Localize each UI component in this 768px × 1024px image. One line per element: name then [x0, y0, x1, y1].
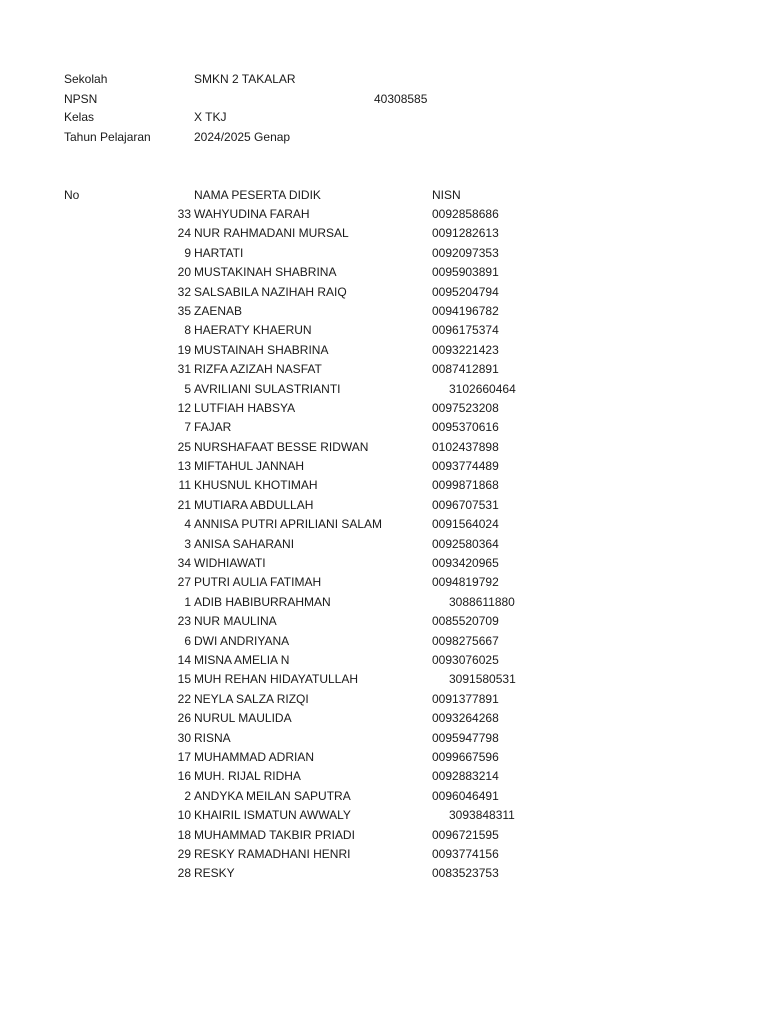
row-number: 30	[177, 730, 191, 745]
table-row	[0, 380, 768, 399]
student-name: NUR MAULINA	[194, 614, 277, 629]
row-number: 9	[184, 245, 191, 260]
kelas-label: Kelas	[64, 110, 95, 124]
student-name: AVRILIANI SULASTRIANTI	[194, 381, 341, 396]
row-number: 34	[177, 556, 191, 571]
row-number: 15	[177, 672, 191, 687]
table-row	[0, 593, 768, 612]
student-name: FAJAR	[194, 420, 232, 435]
student-nisn: 0093264268	[432, 711, 499, 726]
student-nisn: 0102437898	[432, 439, 499, 454]
student-name: LUTFIAH HABSYA	[194, 400, 296, 415]
table-row	[0, 729, 768, 748]
row-number: 1	[184, 594, 191, 609]
table-row	[0, 205, 768, 224]
student-name: MUHAMMAD ADRIAN	[194, 749, 315, 764]
student-nisn: 0098275667	[432, 633, 499, 648]
table-row	[0, 515, 768, 534]
student-nisn: 0093221423	[432, 342, 499, 357]
student-nisn: 0083523753	[432, 866, 499, 881]
student-name: KHAIRIL ISMATUN AWWALY	[194, 808, 351, 823]
table-row	[0, 845, 768, 864]
sekolah-value: SMKN 2 TAKALAR	[194, 72, 296, 86]
column-header-nisn: NISN	[432, 188, 461, 202]
student-nisn: 0087412891	[432, 362, 499, 377]
student-nisn: 0085520709	[432, 614, 499, 629]
student-name: HARTATI	[194, 245, 244, 260]
table-row	[0, 864, 768, 883]
table-row	[0, 612, 768, 631]
student-nisn: 0095947798	[432, 730, 499, 745]
student-nisn: 0093774489	[432, 459, 499, 474]
student-name: NURUL MAULIDA	[194, 711, 292, 726]
row-number: 10	[177, 808, 191, 823]
table-row	[0, 690, 768, 709]
row-number: 32	[177, 284, 191, 299]
row-number: 6	[184, 633, 191, 648]
student-nisn: 0094196782	[432, 303, 499, 318]
student-name: RESKY RAMADHANI HENRI	[194, 846, 351, 861]
student-nisn: 0092858686	[432, 207, 499, 221]
row-number: 20	[177, 265, 191, 280]
row-number: 21	[177, 497, 191, 512]
student-nisn: 0099667596	[432, 749, 499, 764]
table-row	[0, 748, 768, 767]
student-name: MIFTAHUL JANNAH	[194, 459, 305, 474]
student-nisn: 0096707531	[432, 497, 499, 512]
table-row	[0, 709, 768, 728]
row-number: 8	[184, 323, 191, 338]
row-number: 19	[177, 342, 191, 357]
student-nisn: 0092580364	[432, 536, 499, 551]
table-row	[0, 321, 768, 340]
student-list	[0, 205, 768, 884]
student-name: SALSABILA NAZIHAH RAIQ	[194, 284, 347, 299]
npsn-value: 40308585	[374, 92, 428, 106]
student-name: DWI ANDRIYANA	[194, 633, 290, 648]
row-number: 3	[184, 536, 191, 551]
student-nisn: 0091282613	[432, 226, 499, 241]
student-nisn: 0096046491	[432, 788, 499, 803]
student-name: NURSHAFAAT BESSE RIDWAN	[194, 439, 369, 454]
table-row	[0, 341, 768, 360]
student-nisn: 0091377891	[432, 691, 499, 706]
table-row	[0, 787, 768, 806]
table-row	[0, 554, 768, 573]
row-number: 25	[177, 439, 191, 454]
row-number: 5	[184, 381, 191, 396]
student-nisn: 3088611880	[449, 594, 515, 609]
row-number: 2	[184, 788, 191, 803]
table-row	[0, 399, 768, 418]
table-row	[0, 496, 768, 515]
student-name: ADIB HABIBURRAHMAN	[194, 594, 331, 609]
row-number: 12	[177, 400, 191, 415]
student-name: NUR RAHMADANI MURSAL	[194, 226, 349, 241]
row-number: 22	[177, 691, 191, 706]
tahun-value: 2024/2025 Genap	[194, 130, 291, 144]
row-number: 31	[177, 362, 191, 377]
student-nisn: 0095903891	[432, 265, 499, 280]
table-row	[0, 826, 768, 845]
row-number: 29	[177, 846, 191, 861]
student-nisn: 0092097353	[432, 245, 499, 260]
student-name: MUSTAKINAH SHABRINA	[194, 265, 337, 280]
student-name: WAHYUDINA FARAH	[194, 207, 310, 221]
row-number: 18	[177, 827, 191, 842]
student-name: MUTIARA ABDULLAH	[194, 497, 314, 512]
student-nisn: 0099871868	[432, 478, 499, 493]
row-number: 14	[177, 652, 191, 667]
student-nisn: 0093076025	[432, 652, 499, 667]
table-row	[0, 651, 768, 670]
student-name: MISNA AMELIA N	[194, 652, 290, 667]
student-name: WIDHIAWATI	[194, 556, 266, 571]
table-row	[0, 535, 768, 554]
table-row	[0, 573, 768, 592]
student-name: ZAENAB	[194, 303, 243, 318]
student-name: ANDYKA MEILAN SAPUTRA	[194, 788, 351, 803]
table-row	[0, 670, 768, 689]
row-number: 27	[177, 575, 191, 590]
row-number: 16	[177, 769, 191, 784]
student-nisn: 0094819792	[432, 575, 499, 590]
student-nisn: 0096721595	[432, 827, 499, 842]
row-number: 13	[177, 459, 191, 474]
student-name: HAERATY KHAERUN	[194, 323, 312, 338]
row-number: 17	[177, 749, 191, 764]
student-nisn: 0095370616	[432, 420, 499, 435]
student-name: MUH REHAN HIDAYATULLAH	[194, 672, 359, 687]
student-nisn: 0097523208	[432, 400, 499, 415]
student-name: MUHAMMAD TAKBIR PRIADI	[194, 827, 355, 842]
npsn-label: NPSN	[64, 92, 98, 106]
sekolah-label: Sekolah	[64, 72, 108, 86]
student-nisn: 0092883214	[432, 769, 499, 784]
header-kelas-row	[64, 108, 664, 126]
student-name: ANISA SAHARANI	[194, 536, 295, 551]
student-name: NEYLA SALZA RIZQI	[194, 691, 309, 706]
header-sekolah-row	[64, 70, 664, 88]
table-row	[0, 263, 768, 282]
table-row	[0, 418, 768, 437]
header-tahun-row	[64, 128, 664, 146]
row-number: 11	[178, 478, 191, 493]
table-row	[0, 283, 768, 302]
student-nisn: 3093848311	[449, 808, 515, 823]
table-row	[0, 224, 768, 243]
kelas-value: X TKJ	[194, 110, 227, 124]
row-number: 33	[177, 207, 191, 221]
student-nisn: 3102660464	[449, 381, 516, 396]
row-number: 28	[177, 866, 191, 881]
student-nisn: 0095204794	[432, 284, 499, 299]
student-name: ANNISA PUTRI APRILIANI SALAM	[194, 517, 383, 532]
row-number: 7	[184, 420, 191, 435]
row-number: 35	[177, 303, 191, 318]
row-number: 23	[177, 614, 191, 629]
tahun-label: Tahun Pelajaran	[64, 130, 151, 144]
student-name: RISNA	[194, 730, 231, 745]
row-number: 26	[177, 711, 191, 726]
student-nisn: 0093774156	[432, 846, 499, 861]
table-row	[0, 806, 768, 825]
student-nisn: 0091564024	[432, 517, 499, 532]
student-name: KHUSNUL KHOTIMAH	[194, 478, 318, 493]
table-row	[0, 632, 768, 651]
column-header-name: NAMA PESERTA DIDIK	[194, 188, 321, 202]
table-row	[0, 360, 768, 379]
student-nisn: 0093420965	[432, 556, 499, 571]
student-nisn: 3091580531	[449, 672, 516, 687]
column-header-no: No	[64, 188, 80, 202]
header-npsn-row	[64, 90, 664, 108]
student-name: RESKY	[194, 866, 235, 881]
student-name: MUH. RIJAL RIDHA	[194, 769, 301, 784]
table-row	[0, 767, 768, 786]
student-name: PUTRI AULIA FATIMAH	[194, 575, 322, 590]
student-name: MUSTAINAH SHABRINA	[194, 342, 329, 357]
table-row	[0, 438, 768, 457]
row-number: 24	[177, 226, 191, 241]
student-nisn: 0096175374	[432, 323, 499, 338]
table-row	[0, 302, 768, 321]
student-name: RIZFA AZIZAH NASFAT	[194, 362, 322, 377]
table-row	[0, 244, 768, 263]
row-number: 4	[184, 517, 191, 532]
table-row	[0, 476, 768, 495]
table-row	[0, 457, 768, 476]
